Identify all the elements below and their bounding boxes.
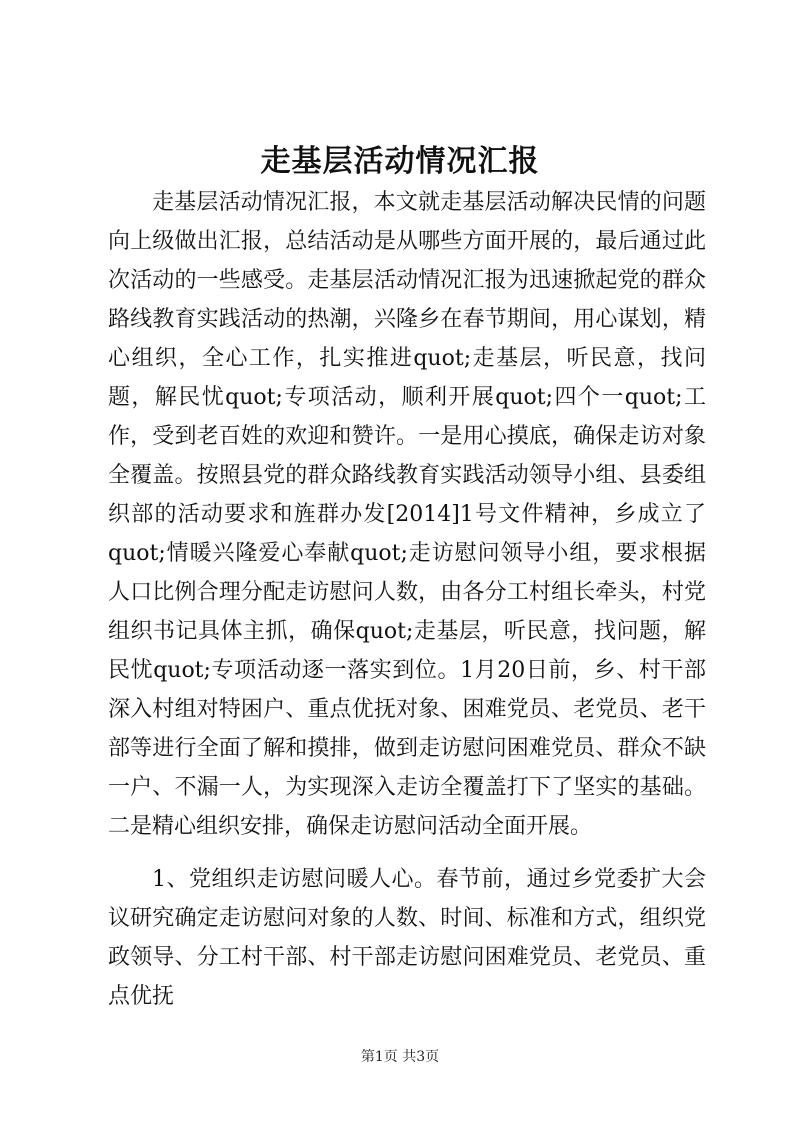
paragraph-1: 走基层活动情况汇报，本文就走基层活动解决民情的问题向上级做出汇报，总结活动是从哪些方面开展的，最后通过此次活动的一些感受。走基层活动情况汇报为迅速掀起党的群众路线教育实践活动的热潮，兴隆乡在春节期间，用心谋划，精心组织，全心工作，扎实推进quot;走基层，听民意，找问题，解民忧quot;专项活动，顺利开展quot;四个一quot;工作，受到老百姓的欢迎和赞许。一是用心摸底，确保走访对象全覆盖。按照县党的群众路线教育实践活动领导小组、县委组织部的活动要求和旌群办发[2014]1号文件精神，乡成立了quot;情暖兴隆爱心奉献quot;走访慰问领导小组，要求根据人口比例合理分配走访慰问人数，由各分工村组长牵头，村党组织书记具体主抓，确保quot;走基层，听民意，找问题，解民忧quot;专项活动逐一落实到位。1月20日前，乡、村干部深入村组对特困户、重点优抚对象、困难党员、老党员、老干部等进行全面了解和摸排，做到走访慰问困难党员、群众不缺一户、不漏一人，为实现深入走访全覆盖打下了坚实的基础。二是精心组织安排，确保走访慰问活动全面开展。 [108,190,706,839]
paragraph-2: 1、党组织走访慰问暖人心。春节前，通过乡党委扩大会议研究确定走访慰问对象的人数、时间、标准和方式，组织党政领导、分工村干部、村干部走访慰问困难党员、老党员、重点优抚 [108,867,706,1009]
document-body [108,183,706,1016]
page-number-footer: 第1页 共3页 [360,1049,440,1065]
document-title: 走基层活动情况汇报 [260,144,540,179]
